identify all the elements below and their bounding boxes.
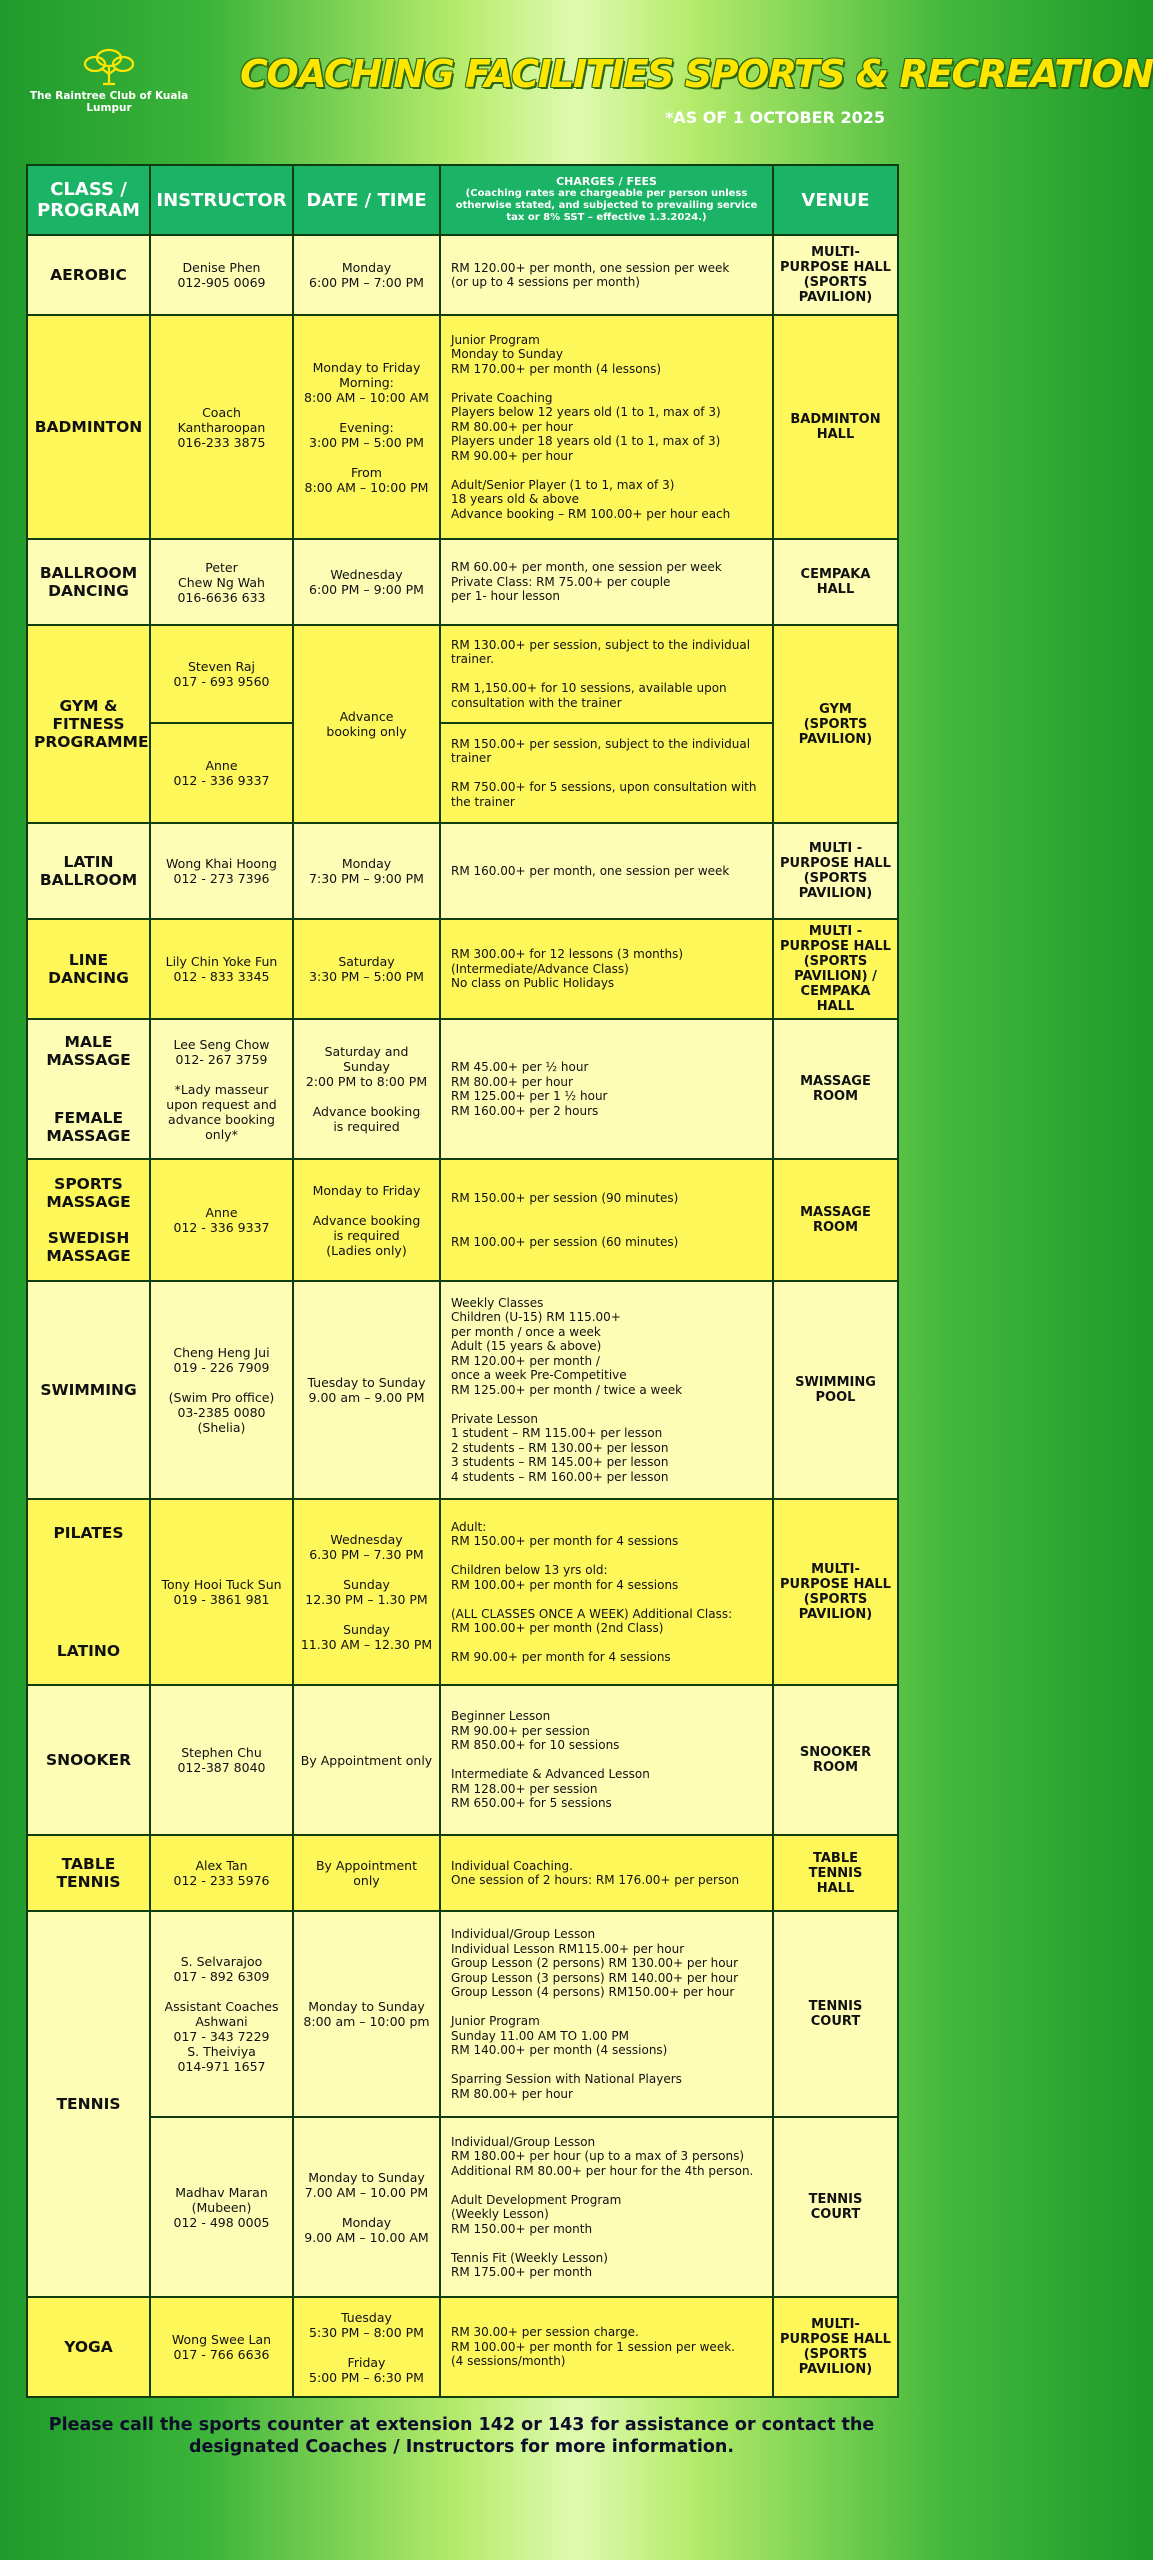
instructor: Wong Khai Hoong 012 - 273 7396 — [150, 823, 293, 919]
venue: MULTI- PURPOSE HALL (SPORTS PAVILION) — [773, 2297, 898, 2397]
venue: MULTI- PURPOSE HALL (SPORTS PAVILION) — [773, 235, 898, 315]
venue: TENNIS COURT — [773, 2117, 898, 2297]
club-logo — [24, 44, 194, 114]
class-name: GYM & FITNESS PROGRAMME — [27, 625, 150, 823]
table-row-line-dancing — [27, 919, 898, 1019]
table-row-snooker — [27, 1685, 898, 1835]
class-pilates: PILATES — [53, 1524, 124, 1542]
header-instructor: INSTRUCTOR — [150, 165, 293, 235]
table-row-aerobic — [27, 235, 898, 315]
header-class: CLASS / PROGRAM — [27, 165, 150, 235]
class-name — [27, 1499, 150, 1685]
table-row-gym-2 — [27, 723, 898, 823]
table-row-latin — [27, 823, 898, 919]
fees: Beginner Lesson RM 90.00+ per session RM 850.00+ for 10 sessions Intermediate & Advanced Lesson RM 128.00+ per session RM 650.00+ for 5 sessions — [440, 1685, 773, 1835]
fees: RM 160.00+ per month, one session per week — [440, 823, 773, 919]
date-time: Monday to Sunday 8:00 am – 10:00 pm — [293, 1911, 440, 2117]
fees: RM 150.00+ per session (90 minutes) RM 100.00+ per session (60 minutes) — [440, 1159, 773, 1281]
instructor: Steven Raj 017 - 693 9560 — [150, 625, 293, 723]
instructor: S. Selvarajoo 017 - 892 6309 Assistant Coaches Ashwani 017 - 343 7229 S. Theiviya 014-971 1657 — [150, 1911, 293, 2117]
class-name: TABLE TENNIS — [27, 1835, 150, 1911]
instructor: Lily Chin Yoke Fun 012 - 833 3345 — [150, 919, 293, 1019]
date-time: By Appointment only — [293, 1835, 440, 1911]
class-male-massage: MALE MASSAGE — [46, 1033, 131, 1069]
fees: Weekly Classes Children (U-15) RM 115.00+ per month / once a week Adult (15 years & above) RM 120.00+ per month / once a week Pre-Competitive RM 125.00+ per month / twice a week Private Lesson 1 student – RM 115.00+ per lesson 2 students – RM 130.00+ per lesson 3 students – RM 145.00+ per lesson 4 students – RM 160.00+ per lesson — [440, 1281, 773, 1499]
date-time: Monday to Friday Advance booking is required (Ladies only) — [293, 1159, 440, 1281]
page-header — [0, 0, 1153, 150]
date-time: Monday 6:00 PM – 7:00 PM — [293, 235, 440, 315]
instructor: Anne 012 - 336 9337 — [150, 1159, 293, 1281]
venue: SNOOKER ROOM — [773, 1685, 898, 1835]
class-name: YOGA — [27, 2297, 150, 2397]
table-row-table-tennis — [27, 1835, 898, 1911]
venue: MULTI- PURPOSE HALL (SPORTS PAVILION) — [773, 1499, 898, 1685]
header-fees-note: (Coaching rates are chargeable per person unless otherwise stated, and subjected to prevailing service tax or 8% SST – effective 1.3.2024.) — [455, 188, 758, 223]
instructor: Peter Chew Ng Wah 016-6636 633 — [150, 539, 293, 625]
table-row-massage — [27, 1019, 898, 1159]
table-row-tennis-1 — [27, 1911, 898, 2117]
instructor: Alex Tan 012 - 233 5976 — [150, 1835, 293, 1911]
header-fees-title: CHARGES / FEES — [556, 175, 657, 188]
date-time: Tuesday 5:30 PM – 8:00 PM Friday 5:00 PM – 6:30 PM — [293, 2297, 440, 2397]
venue: TENNIS COURT — [773, 1911, 898, 2117]
class-name: BADMINTON — [27, 315, 150, 539]
fees: Individual/Group Lesson RM 180.00+ per hour (up to a max of 3 persons) Additional RM 80.00+ per hour for the 4th person. Adult Development Program (Weekly Lesson) RM 150.00+ per month Tennis Fit (Weekly Lesson) RM 175.00+ per month — [440, 2117, 773, 2297]
venue: BADMINTON HALL — [773, 315, 898, 539]
as-of-date: *AS OF 1 OCTOBER 2025 — [664, 108, 885, 127]
instructor: Madhav Maran (Mubeen) 012 - 498 0005 — [150, 2117, 293, 2297]
date-time: Wednesday 6.30 PM – 7.30 PM Sunday 12.30 PM – 1.30 PM Sunday 11.30 AM – 12.30 PM — [293, 1499, 440, 1685]
class-name: BALLROOM DANCING — [27, 539, 150, 625]
venue: SWIMMING POOL — [773, 1281, 898, 1499]
table-row-ballroom — [27, 539, 898, 625]
page-title: COACHING FACILITIES SPORTS & RECREATION — [240, 52, 1153, 96]
instructor: Coach Kantharoopan 016-233 3875 — [150, 315, 293, 539]
date-time: Advance booking only — [293, 625, 440, 823]
fees: RM 130.00+ per session, subject to the individual trainer. RM 1,150.00+ for 10 sessions, available upon consultation with the trainer — [440, 625, 773, 723]
fees: RM 300.00+ for 12 lessons (3 months) (Intermediate/Advance Class) No class on Public Holidays — [440, 919, 773, 1019]
class-name: AEROBIC — [27, 235, 150, 315]
header-fees — [440, 165, 773, 235]
venue: MULTI - PURPOSE HALL (SPORTS PAVILION) / CEMPAKA HALL — [773, 919, 898, 1019]
date-time: Monday 7:30 PM – 9:00 PM — [293, 823, 440, 919]
fees: RM 45.00+ per ½ hour RM 80.00+ per hour RM 125.00+ per 1 ½ hour RM 160.00+ per 2 hours — [440, 1019, 773, 1159]
fees: RM 60.00+ per month, one session per week Private Class: RM 75.00+ per couple per 1- hour lesson — [440, 539, 773, 625]
coaching-table — [26, 164, 899, 2398]
class-female-massage: FEMALE MASSAGE — [46, 1109, 131, 1145]
class-name: TENNIS — [27, 1911, 150, 2297]
footer-note: Please call the sports counter at extension 142 or 143 for assistance or contact the designated Coaches / Instructors for more information. — [48, 2415, 875, 2457]
class-name: LATIN BALLROOM — [27, 823, 150, 919]
instructor: Stephen Chu 012-387 8040 — [150, 1685, 293, 1835]
class-name — [27, 1159, 150, 1281]
instructor: Lee Seng Chow 012- 267 3759 *Lady masseur upon request and advance booking only* — [150, 1019, 293, 1159]
date-time: Monday to Friday Morning: 8:00 AM – 10:00 AM Evening: 3:00 PM – 5:00 PM From 8:00 AM – 10:00 PM — [293, 315, 440, 539]
fees: RM 150.00+ per session, subject to the individual trainer RM 750.00+ for 5 sessions, upon consultation with the trainer — [440, 723, 773, 823]
class-name: SNOOKER — [27, 1685, 150, 1835]
table-header-row — [27, 165, 898, 235]
fees: RM 30.00+ per session charge. RM 100.00+ per month for 1 session per week. (4 sessions/month) — [440, 2297, 773, 2397]
venue: CEMPAKA HALL — [773, 539, 898, 625]
instructor: Wong Swee Lan 017 - 766 6636 — [150, 2297, 293, 2397]
table-row-pilates — [27, 1499, 898, 1685]
fees: RM 120.00+ per month, one session per week (or up to 4 sessions per month) — [440, 235, 773, 315]
raintree-logo-icon — [77, 44, 141, 88]
fees: Junior Program Monday to Sunday RM 170.00+ per month (4 lessons) Private Coaching Players below 12 years old (1 to 1, max of 3) RM 80.00+ per hour Players under 18 years old (1 to 1, max of 3) RM 90.00+ per hour Adult/Senior Player (1 to 1, max of 3) 18 years old & above Advance booking – RM 100.00+ per hour each — [440, 315, 773, 539]
venue: TABLE TENNIS HALL — [773, 1835, 898, 1911]
fees: Individual Coaching. One session of 2 hours: RM 176.00+ per person — [440, 1835, 773, 1911]
table-row-yoga — [27, 2297, 898, 2397]
header-datetime: DATE / TIME — [293, 165, 440, 235]
table-row-tennis-2 — [27, 2117, 898, 2297]
logo-text: The Raintree Club of Kuala Lumpur — [29, 90, 189, 114]
class-name: LINE DANCING — [27, 919, 150, 1019]
instructor: Cheng Heng Jui 019 - 226 7909 (Swim Pro office) 03-2385 0080 (Shelia) — [150, 1281, 293, 1499]
fees: Adult: RM 150.00+ per month for 4 sessions Children below 13 yrs old: RM 100.00+ per month for 4 sessions (ALL CLASSES ONCE A WEEK) Additional Class: RM 100.00+ per month (2nd Class) RM 90.00+ per month for 4 sessions — [440, 1499, 773, 1685]
class-name: SWIMMING — [27, 1281, 150, 1499]
venue: MASSAGE ROOM — [773, 1019, 898, 1159]
class-latino: LATINO — [56, 1642, 121, 1660]
date-time: By Appointment only — [293, 1685, 440, 1835]
date-time: Tuesday to Sunday 9.00 am – 9.00 PM — [293, 1281, 440, 1499]
table-row-badminton — [27, 315, 898, 539]
venue: GYM (SPORTS PAVILION) — [773, 625, 898, 823]
table-row-gym-1 — [27, 625, 898, 723]
date-time: Saturday and Sunday 2:00 PM to 8:00 PM Advance booking is required — [293, 1019, 440, 1159]
header-venue: VENUE — [773, 165, 898, 235]
table-row-sports-massage — [27, 1159, 898, 1281]
instructor: Tony Hooi Tuck Sun 019 - 3861 981 — [150, 1499, 293, 1685]
instructor: Denise Phen 012-905 0069 — [150, 235, 293, 315]
class-name — [27, 1019, 150, 1159]
instructor: Anne 012 - 336 9337 — [150, 723, 293, 823]
class-swedish-massage: SWEDISH MASSAGE — [46, 1229, 131, 1265]
venue: MASSAGE ROOM — [773, 1159, 898, 1281]
class-sports-massage: SPORTS MASSAGE — [46, 1175, 131, 1211]
date-time: Wednesday 6:00 PM – 9:00 PM — [293, 539, 440, 625]
table-row-swimming — [27, 1281, 898, 1499]
date-time: Saturday 3:30 PM – 5:00 PM — [293, 919, 440, 1019]
venue: MULTI - PURPOSE HALL (SPORTS PAVILION) — [773, 823, 898, 919]
date-time: Monday to Sunday 7.00 AM – 10.00 PM Monday 9.00 AM – 10.00 AM — [293, 2117, 440, 2297]
fees: Individual/Group Lesson Individual Lesson RM115.00+ per hour Group Lesson (2 persons) RM 130.00+ per hour Group Lesson (3 persons) RM 140.00+ per hour Group Lesson (4 persons) RM150.00+ per hour Junior Program Sunday 11.00 AM TO 1.00 PM RM 140.00+ per month (4 sessions) Sparring Session with National Players RM 80.00+ per hour — [440, 1911, 773, 2117]
